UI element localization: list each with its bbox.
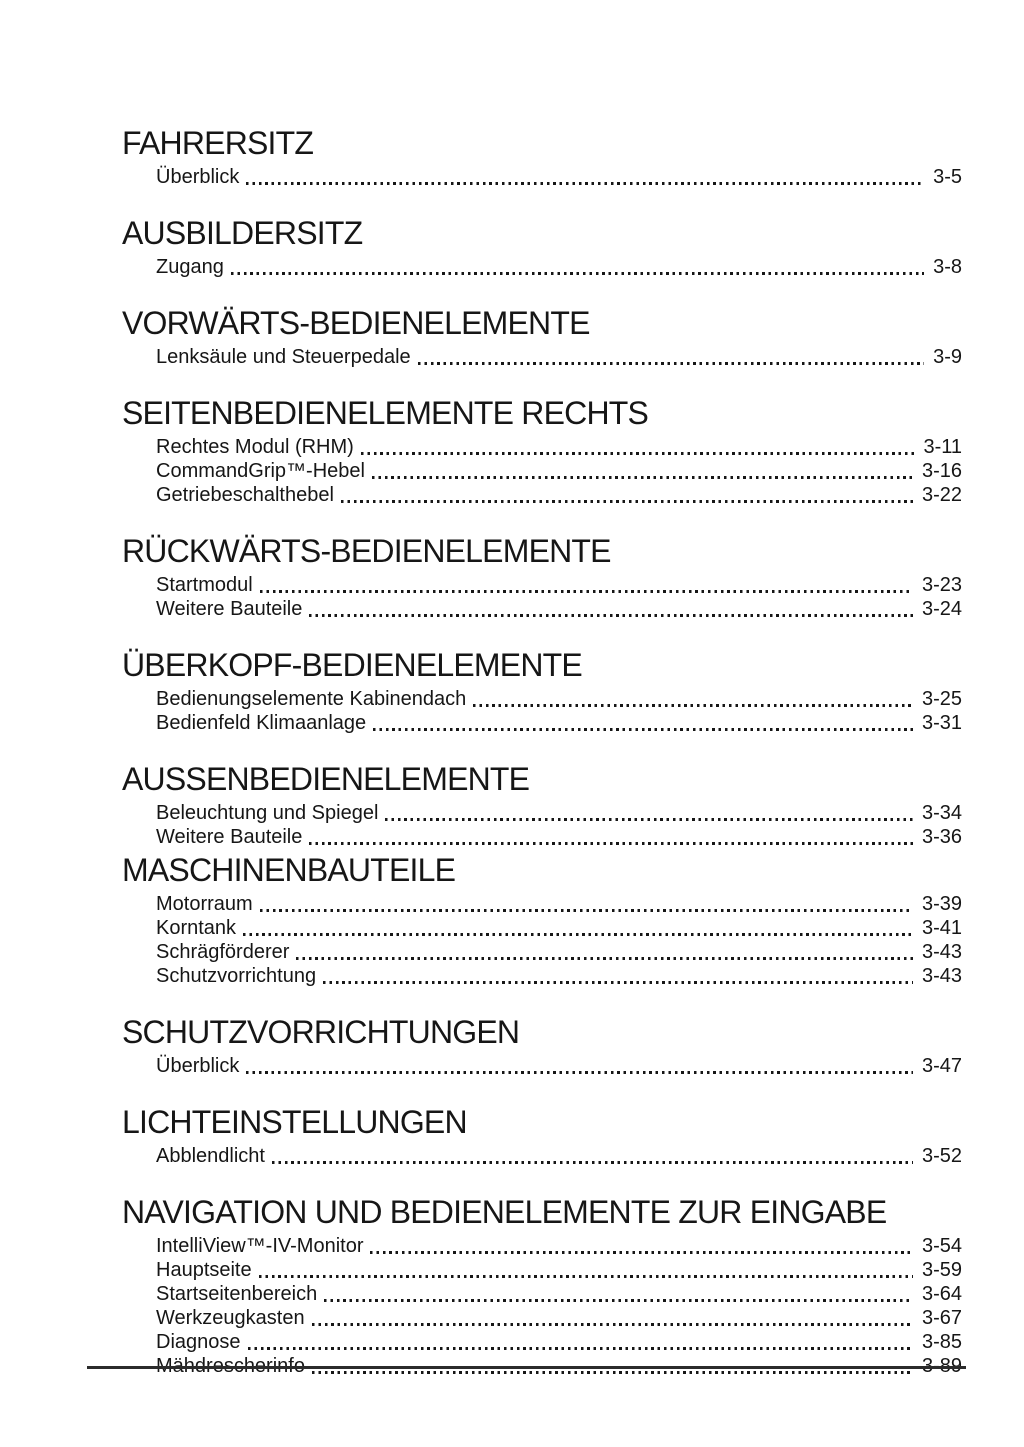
toc-section bbox=[122, 762, 962, 849]
dot-leader bbox=[312, 1323, 913, 1326]
toc-item-page: 3-11 bbox=[923, 436, 962, 458]
toc-section bbox=[122, 396, 962, 507]
toc-item-label: CommandGrip™-Hebel bbox=[156, 460, 365, 482]
toc-item bbox=[122, 892, 962, 916]
toc-item-label: Getriebeschalthebel bbox=[156, 484, 334, 506]
section-title: SEITENBEDIENELEMENTE RECHTS bbox=[122, 395, 649, 431]
toc-item-label: IntelliView™-IV-Monitor bbox=[156, 1235, 364, 1257]
toc-item-label: Werkzeugkasten bbox=[156, 1307, 305, 1329]
toc-item bbox=[122, 1258, 962, 1282]
section-title: NAVIGATION UND BEDIENELEMENTE ZUR EINGABE bbox=[122, 1194, 887, 1230]
toc-item-label: Überblick bbox=[156, 1055, 240, 1077]
toc-item-label: Bedienfeld Klimaanlage bbox=[156, 712, 367, 734]
toc-item-label: Startseitenbereich bbox=[156, 1283, 318, 1305]
toc-item-page: 3-64 bbox=[921, 1283, 962, 1305]
dot-leader bbox=[372, 476, 913, 479]
table-of-contents bbox=[122, 126, 962, 1378]
dot-leader bbox=[323, 981, 913, 984]
toc-item-page: 3-41 bbox=[921, 917, 962, 939]
toc-item-page: 3-24 bbox=[921, 598, 962, 620]
toc-item bbox=[122, 435, 962, 459]
toc-section bbox=[122, 534, 962, 621]
toc-item-page: 3-43 bbox=[921, 965, 962, 987]
section-title: AUSBILDERSITZ bbox=[122, 215, 363, 251]
toc-item-page: 3-36 bbox=[921, 826, 962, 848]
toc-item-page: 3-31 bbox=[921, 712, 962, 734]
toc-item-page: 3-34 bbox=[921, 802, 962, 824]
toc-item-page: 3-16 bbox=[921, 460, 962, 482]
dot-leader bbox=[324, 1299, 913, 1302]
toc-item bbox=[122, 483, 962, 507]
toc-section bbox=[122, 216, 962, 279]
toc-item-label: Lenksäule und Steuerpedale bbox=[156, 346, 411, 368]
toc-item-label: Weitere Bauteile bbox=[156, 598, 303, 620]
section-title: ÜBERKOPF-BEDIENELEMENTE bbox=[122, 647, 582, 683]
dot-leader bbox=[418, 362, 924, 365]
toc-item bbox=[122, 573, 962, 597]
footer-rule bbox=[87, 1366, 966, 1369]
toc-item bbox=[122, 940, 962, 964]
dot-leader bbox=[272, 1161, 913, 1164]
dot-leader bbox=[260, 590, 913, 593]
section-title: LICHTEINSTELLUNGEN bbox=[122, 1104, 467, 1140]
toc-item-label: Schrägförderer bbox=[156, 941, 290, 963]
toc-item-page: 3-8 bbox=[933, 256, 962, 278]
dot-leader bbox=[341, 500, 913, 503]
toc-item-page: 3-22 bbox=[921, 484, 962, 506]
toc-item bbox=[122, 964, 962, 988]
dot-leader bbox=[309, 842, 913, 845]
toc-item bbox=[122, 1282, 962, 1306]
dot-leader bbox=[260, 909, 913, 912]
toc-item-label: Abblendlicht bbox=[156, 1145, 265, 1167]
toc-item bbox=[122, 687, 962, 711]
toc-item-page: 3-9 bbox=[933, 346, 962, 368]
toc-item bbox=[122, 345, 962, 369]
toc-item bbox=[122, 825, 962, 849]
dot-leader bbox=[259, 1275, 913, 1278]
toc-section bbox=[122, 306, 962, 369]
toc-item bbox=[122, 1234, 962, 1258]
section-title: RÜCKWÄRTS-BEDIENELEMENTE bbox=[122, 533, 611, 569]
toc-item-label: Bedienungselemente Kabinendach bbox=[156, 688, 467, 710]
dot-leader bbox=[231, 272, 924, 275]
toc-item bbox=[122, 1144, 962, 1168]
toc-item bbox=[122, 1054, 962, 1078]
section-title: FAHRERSITZ bbox=[122, 125, 314, 161]
toc-item-page: 3-25 bbox=[921, 688, 962, 710]
toc-item-page: 3-5 bbox=[933, 166, 962, 188]
toc-item bbox=[122, 1306, 962, 1330]
dot-leader bbox=[309, 614, 913, 617]
toc-item-label: Korntank bbox=[156, 917, 237, 939]
dot-leader bbox=[373, 728, 913, 731]
toc-item bbox=[122, 459, 962, 483]
toc-item-page: 3-67 bbox=[921, 1307, 962, 1329]
dot-leader bbox=[473, 704, 913, 707]
toc-item-page: 3-85 bbox=[921, 1331, 962, 1353]
toc-section bbox=[122, 1195, 962, 1378]
toc-item bbox=[122, 801, 962, 825]
toc-section bbox=[122, 126, 962, 189]
toc-item bbox=[122, 597, 962, 621]
toc-item bbox=[122, 255, 962, 279]
toc-item-label: Überblick bbox=[156, 166, 240, 188]
toc-item bbox=[122, 1330, 962, 1354]
toc-item-page: 3-54 bbox=[921, 1235, 962, 1257]
toc-section bbox=[122, 853, 962, 988]
toc-section bbox=[122, 648, 962, 735]
toc-item-label: Startmodul bbox=[156, 574, 253, 596]
dot-leader bbox=[246, 182, 924, 185]
toc-item-page: 3-43 bbox=[921, 941, 962, 963]
toc-item bbox=[122, 916, 962, 940]
toc-item-label: Diagnose bbox=[156, 1331, 241, 1353]
section-title: AUSSENBEDIENELEMENTE bbox=[122, 761, 530, 797]
toc-item-page: 3-47 bbox=[921, 1055, 962, 1077]
toc-section bbox=[122, 1105, 962, 1168]
section-title: MASCHINENBAUTEILE bbox=[122, 852, 456, 888]
dot-leader bbox=[312, 1371, 913, 1374]
toc-item-label: Schutzvorrichtung bbox=[156, 965, 317, 987]
toc-item-label: Rechtes Modul (RHM) bbox=[156, 436, 354, 458]
toc-item bbox=[122, 711, 962, 735]
toc-item-label: Beleuchtung und Spiegel bbox=[156, 802, 379, 824]
toc-item-label: Hauptseite bbox=[156, 1259, 252, 1281]
dot-leader bbox=[385, 818, 913, 821]
dot-leader bbox=[370, 1251, 912, 1254]
dot-leader bbox=[361, 452, 915, 455]
toc-item bbox=[122, 165, 962, 189]
dot-leader bbox=[243, 933, 913, 936]
section-title: SCHUTZVORRICHTUNGEN bbox=[122, 1014, 520, 1050]
toc-item-page: 3-59 bbox=[921, 1259, 962, 1281]
toc-item-label: Weitere Bauteile bbox=[156, 826, 303, 848]
toc-section bbox=[122, 1015, 962, 1078]
toc-item-label: Zugang bbox=[156, 256, 224, 278]
toc-item-page: 3-39 bbox=[921, 893, 962, 915]
section-title: VORWÄRTS-BEDIENELEMENTE bbox=[122, 305, 590, 341]
toc-item-label: Motorraum bbox=[156, 893, 253, 915]
dot-leader bbox=[248, 1347, 913, 1350]
toc-item-page: 3-23 bbox=[921, 574, 962, 596]
dot-leader bbox=[296, 957, 913, 960]
toc-item-page: 3-52 bbox=[921, 1145, 962, 1167]
dot-leader bbox=[246, 1071, 913, 1074]
